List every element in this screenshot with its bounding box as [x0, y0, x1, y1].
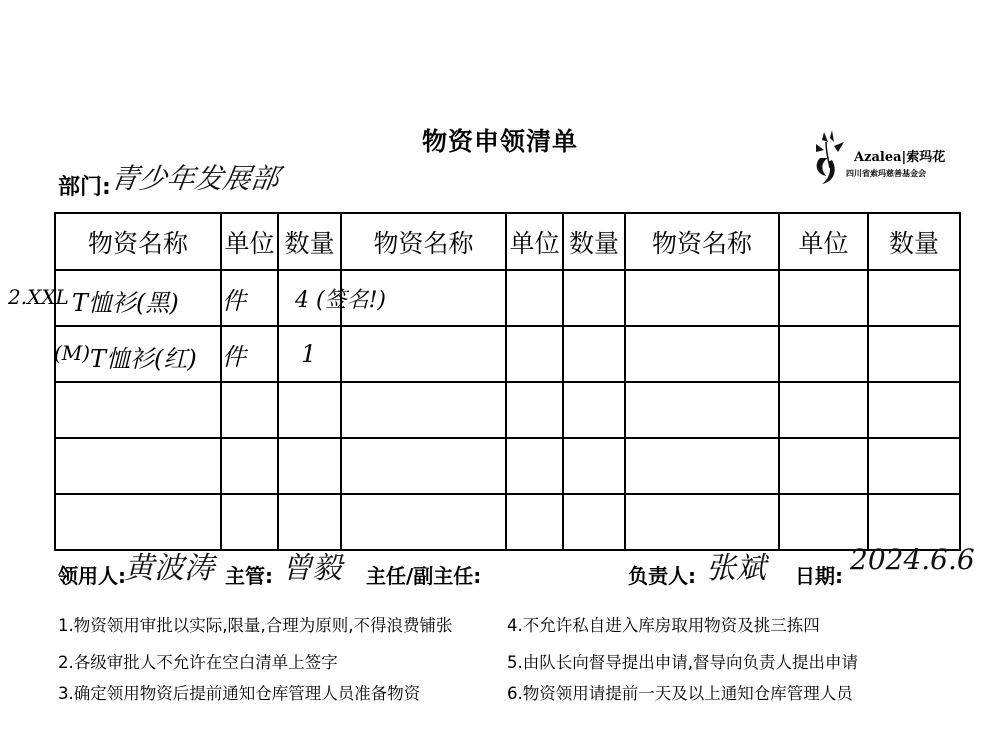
header-item-name: 物资名称	[55, 213, 221, 270]
form-title: 物资申领清单	[421, 127, 578, 156]
item-name: T恤衫(红)	[90, 345, 197, 373]
responsible-label: 负责人:	[628, 564, 696, 588]
table-row	[55, 326, 960, 382]
requisition-table	[8, 212, 961, 551]
header-unit: 单位	[221, 213, 278, 270]
logo-subtitle: 四川省索玛慈善基金会	[846, 169, 926, 178]
flower-icon	[806, 128, 852, 190]
table-row	[55, 438, 960, 494]
header-item-name: 物资名称	[341, 213, 506, 270]
quantity-cell	[278, 270, 386, 326]
header-quantity: 数量	[563, 213, 625, 270]
recipient-label: 领用人:	[58, 564, 126, 588]
header-quantity: 数量	[278, 213, 341, 270]
quantity-value: 4 (签名!)	[295, 288, 386, 313]
table-row	[55, 382, 960, 438]
logo-name: Azalea|索玛花	[854, 150, 946, 165]
size-note: (M)	[54, 341, 91, 365]
header-quantity: 数量	[868, 213, 960, 270]
item-name: T恤衫(黑)	[72, 289, 179, 317]
item-name-cell	[55, 326, 221, 382]
unit-cell: 件	[221, 326, 278, 382]
table-row	[55, 494, 960, 550]
date-label: 日期:	[795, 564, 843, 588]
size-note: 2.XXL	[8, 285, 69, 309]
unit-cell: 件	[221, 270, 278, 326]
department-value: 青少年发展部	[108, 162, 282, 195]
header-unit: 单位	[779, 213, 868, 270]
item-name-cell	[8, 270, 221, 326]
supervisor-label: 主管:	[225, 564, 273, 588]
note-item: 5.由队长向督导提出申请,督导向负责人提出申请	[507, 653, 858, 672]
responsible-signature: 张斌	[706, 551, 766, 586]
table-row	[55, 270, 960, 326]
supervisor-signature: 曾毅	[282, 551, 342, 586]
date-value: 2024.6.6	[850, 543, 975, 576]
azalea-logo	[806, 128, 956, 188]
note-item: 1.物资领用审批以实际,限量,合理为原则,不得浪费铺张	[58, 616, 453, 635]
table-header-row	[55, 213, 960, 270]
header-unit: 单位	[506, 213, 563, 270]
note-item: 4.不允许私自进入库房取用物资及挑三拣四	[507, 616, 820, 635]
note-item: 6.物资领用请提前一天及以上通知仓库管理人员	[507, 684, 853, 703]
quantity-cell: 1	[278, 326, 341, 382]
director-label: 主任/副主任:	[366, 564, 482, 588]
department-label: 部门:	[58, 175, 111, 200]
note-item: 3.确定领用物资后提前通知仓库管理人员准备物资	[58, 684, 421, 703]
header-item-name: 物资名称	[625, 213, 779, 270]
recipient-signature: 黄波涛	[124, 551, 214, 586]
note-item: 2.各级审批人不允许在空白清单上签字	[58, 653, 338, 672]
